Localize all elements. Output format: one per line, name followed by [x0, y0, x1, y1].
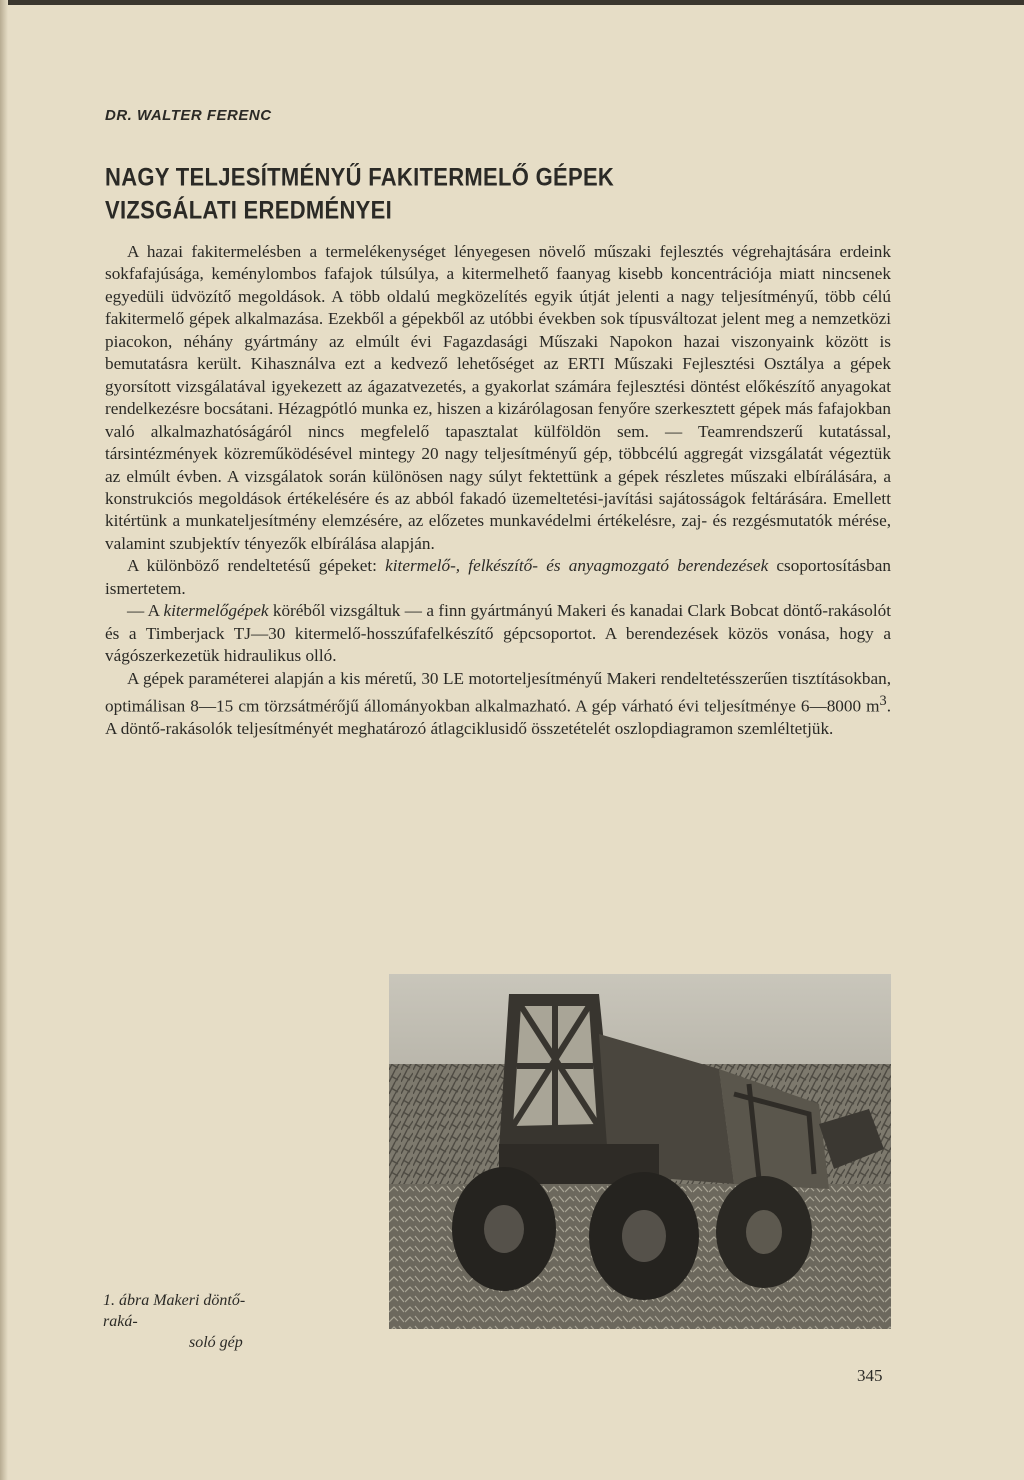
- paragraph-machines-tail: köréből vizsgáltuk — a finn gyártmányú Makeri és kanadai Clark Bobcat döntő-rakásolót és a Timberjack TJ—30 kitermelő-hosszúfafelkészítő gépcsoportot. A berendezések közös vonása, hogy a vágószerkezetük hidraulikus olló.: [105, 601, 892, 666]
- top-edge: [0, 0, 1024, 5]
- paragraph-machines: [105, 600, 891, 667]
- paragraph-intro: A hazai fakitermelésben a termelékenységet lényegesen növelő műszaki fejlesztés végrehajtására erdeink sokfafajúsága, keménylombos fafajok túlsúlya, a kitermelhető faanyag kisebb koncentrációja miatt nincsenek egyedüli üdvözítő megoldások. A több oldalú megközelítés egyik útját jelenti a nagy teljesítményű, több célú fakitermelő gépek alkalmazása. Ezekből a gépekből az utóbbi években sok típusváltozat jelent meg a nemzetközi piacokon, néhány gyártmány az elmúlt évi Fagazdasági Műszaki Napokon hazai viszonyaink között is bemutatásra került. Kihasználva ezt a kedvező lehetőséget az ERTI Műszaki Fejlesztési Osztálya a gépek gyorsított vizsgálatával igyekezett az ágazatvezetés, a gyakorlat számára fejlesztési döntést előkészítő anyagokat rendelkezésre bocsátani. Hézagpótló munka ez, hiszen a kizárólagosan fenyőre szerkesztett gépek más fafajokban való alkalmazhatóságáról nincs megfelelő tapasztalat külföldön sem. — Teamrendszerű kutatással, társintézmények közreműködésével mintegy 20 nagy teljesítményű gép, többcélú aggregát vizsgálatát végeztük az elmúlt évben. A vizsgálatok során különösen nagy súlyt fektettünk a gépek részletes műszaki elbírálására, a konstrukciós megoldások értékelésére és az abból fakadó üzemeltetési-javítási sajátosságok feltárására. Emellett kitértünk a munkateljesítmény elemzésére, az előzetes munkavédelmi értékelésre, zaj- és rezgésmutatók mérése, valamint szubjektív tényezők elbírálása alapján.: [105, 242, 891, 553]
- paragraph-categories-lead: A különböző rendeltetésű gépeket:: [127, 556, 377, 576]
- paragraph-categories: [105, 555, 891, 600]
- title-line-1: NAGY TELJESÍTMÉNYŰ FAKITERMELŐ GÉPEK: [105, 162, 615, 192]
- paragraph-makeri-lead: A gépek paraméterei alapján a kis méretű, 30 LE motorteljesítményű Makeri rendeltetésszerűen tisztításokban, optimálisan 8—15 cm törzsátmérőjű állományokban alkalmazható. A gép várható évi teljesítménye 6—8000 m: [105, 668, 891, 716]
- machine-wheels: [452, 1167, 812, 1300]
- paragraph-makeri: [105, 668, 891, 741]
- caption-line-2: soló gép: [189, 1334, 243, 1351]
- article-body: [105, 241, 891, 741]
- paragraph-makeri-tail: . A döntő-rakásolók teljesítményét meghatározó átlagciklusidő összetételét oszlopdiagramon szemléltetjük.: [105, 696, 891, 739]
- page-gutter: [0, 0, 8, 1480]
- title-line-2: VIZSGÁLATI EREDMÉNYEI: [105, 195, 393, 225]
- article-title: [105, 160, 905, 227]
- kitermelogepek-italic: kitermelőgépek: [163, 601, 269, 621]
- caption-line-1: 1. ábra Makeri döntő-raká-: [103, 1292, 246, 1330]
- superscript-3: 3: [879, 693, 887, 710]
- page-number: 345: [857, 1366, 883, 1385]
- author-name: DR. WALTER FERENC: [105, 107, 272, 124]
- makeri-machine-illustration: [389, 974, 891, 1329]
- categories-italic: kitermelő-, felkészítő- és anyagmozgató berendezések: [385, 556, 769, 576]
- paragraph-categories-tail: csoportosításban ismertetem.: [105, 556, 891, 598]
- paragraph-machines-lead: — A: [127, 601, 160, 621]
- figure-caption: [103, 1290, 273, 1353]
- figure-makeri-photo: [389, 974, 891, 1329]
